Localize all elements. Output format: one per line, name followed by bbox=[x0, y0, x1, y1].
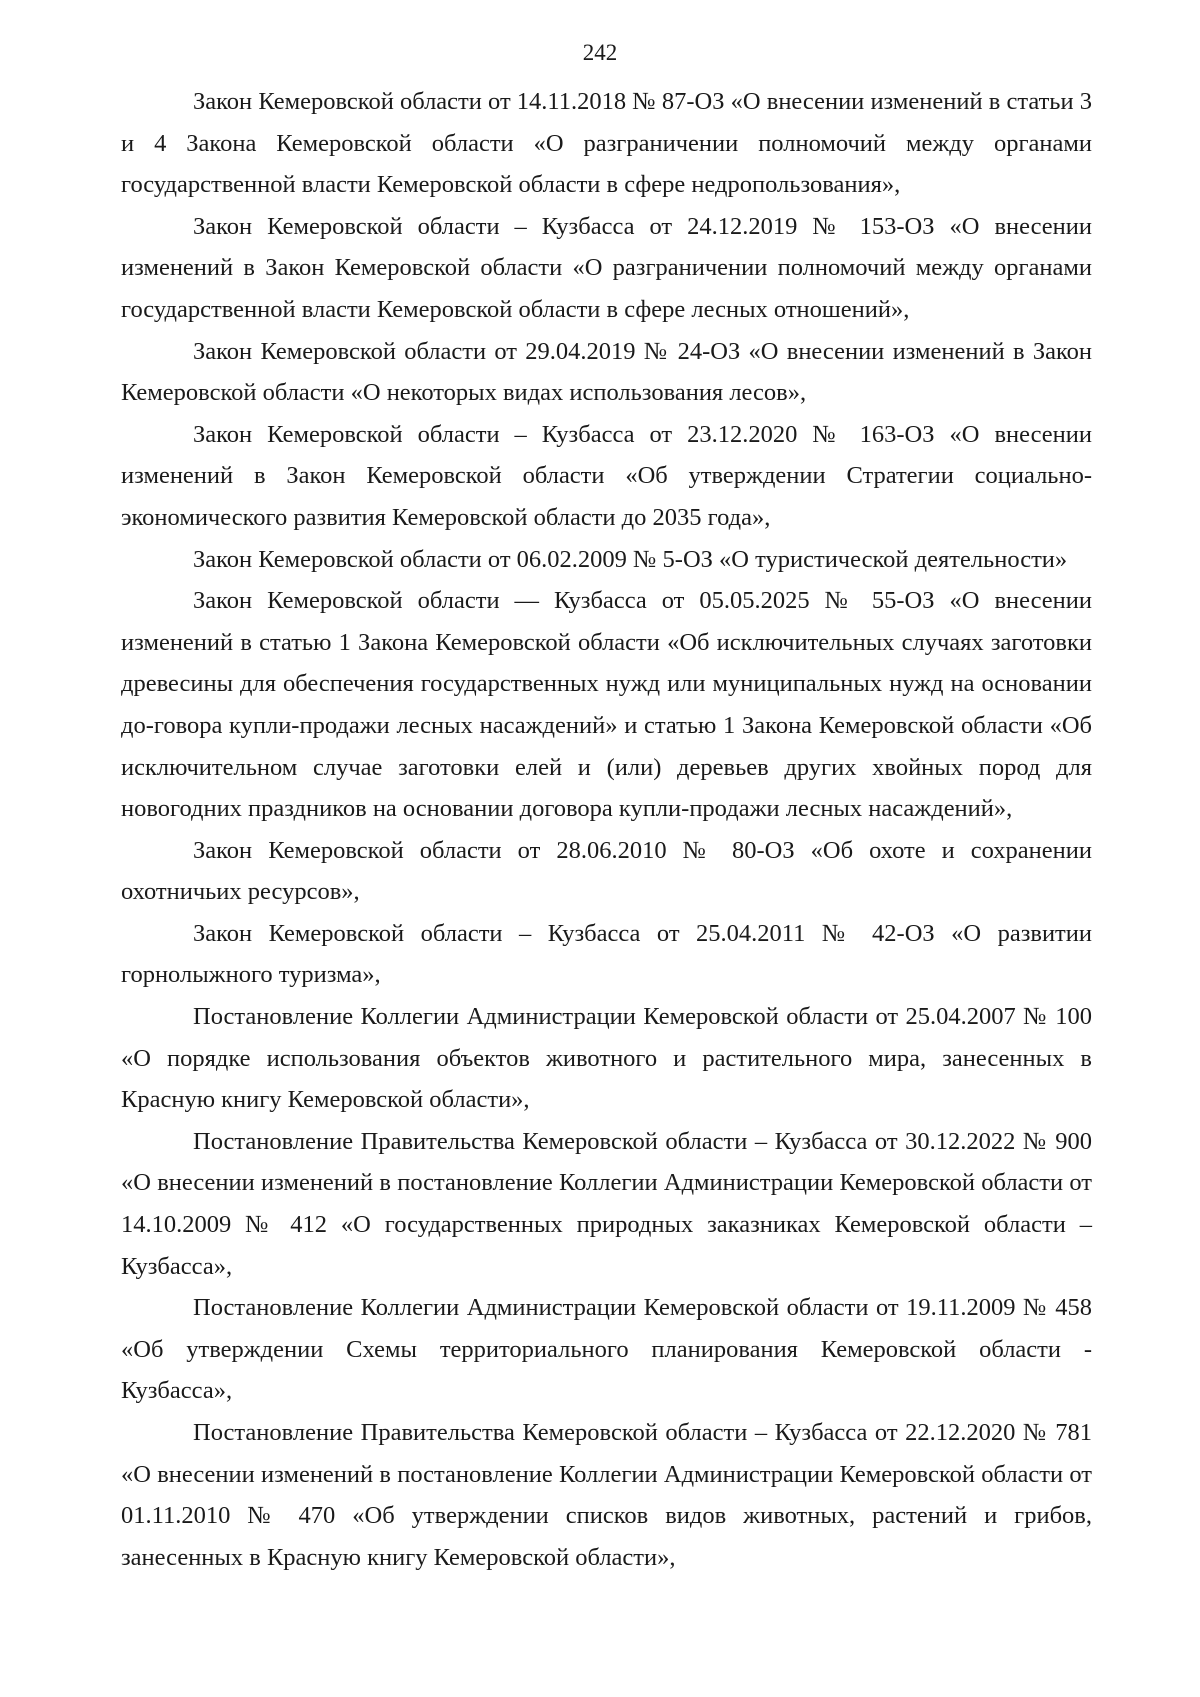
paragraph-resolution-781: Постановление Правительства Кемеровской области – Кузбасса от 22.12.2020 № 781 «О внесении изменений в постановление Коллегии Администрации Кемеровской области от 01.11.2010 № 470 «Об утверждении списков видов животных, растений и грибов, занесенных в Красную книгу Кемеровской области», bbox=[121, 1419, 1092, 1571]
paragraph-law-80-oz: Закон Кемеровской области от 28.06.2010 № 80-ОЗ «Об охоте и сохранении охотничьих ресурсов», bbox=[121, 836, 1092, 906]
paragraph-law-42-oz: Закон Кемеровской области – Кузбасса от 25.04.2011 № 42-ОЗ «О развитии горнолыжного туризма», bbox=[121, 919, 1092, 989]
paragraph-law-24-oz: Закон Кемеровской области от 29.04.2019 № 24-ОЗ «О внесении изменений в Закон Кемеровской области «О некоторых видах использования лесов», bbox=[121, 337, 1092, 407]
paragraph-law-87-oz: Закон Кемеровской области от 14.11.2018 № 87-ОЗ «О внесении изменений в статьи 3 и 4 Закона Кемеровской области «О разграничении полномочий между органами государственной власти Кемеровской области в сфере недропользования», bbox=[121, 88, 1092, 199]
paragraph-law-153-oz: Закон Кемеровской области – Кузбасса от 24.12.2019 № 153-ОЗ «О внесении изменений в Закон Кемеровской области «О разграничении полномочий между органами государственной власти Кемеровской области в сфере лесных отношений», bbox=[121, 212, 1092, 323]
paragraph-resolution-100: Постановление Коллегии Администрации Кемеровской области от 25.04.2007 № 100 «О порядке использования объектов животного и растительного мира, занесенных в Красную книгу Кемеровской области», bbox=[121, 1003, 1092, 1114]
paragraph-law-55-oz: Закон Кемеровской области — Кузбасса от 05.05.2025 № 55-ОЗ «О внесении изменений в статью 1 Закона Кемеровской области «Об исключительных случаях заготовки древесины для обеспечения государственных нужд или муниципальных нужд на основании до-говора купли-продажи лесных насаждений» и статью 1 Закона Кемеровской области «Об исключительном случае заготовки елей и (или) деревьев других хвойных пород для новогодних праздников на основании договора купли-продажи лесных насаждений», bbox=[121, 587, 1092, 823]
page-number: 242 bbox=[582, 40, 618, 65]
paragraph-law-163-oz: Закон Кемеровской области – Кузбасса от 23.12.2020 № 163-ОЗ «О внесении изменений в Закон Кемеровской области «Об утверждении Стратегии социально-экономического развития Кемеровской области до 2035 года», bbox=[121, 420, 1092, 531]
document-body bbox=[121, 81, 1092, 1578]
paragraph-law-5-oz: Закон Кемеровской области от 06.02.2009 № 5-ОЗ «О туристической деятельности» bbox=[193, 545, 1068, 573]
paragraph-resolution-900: Постановление Правительства Кемеровской области – Кузбасса от 30.12.2022 № 900 «О внесении изменений в постановление Коллегии Администрации Кемеровской области от 14.10.2009 № 412 «О государственных природных заказниках Кемеровской области – Кузбасса», bbox=[121, 1127, 1092, 1280]
paragraph-resolution-458: Постановление Коллегии Администрации Кемеровской области от 19.11.2009 № 458 «Об утверждении Схемы территориального планирования Кемеровской области - Кузбасса», bbox=[121, 1294, 1092, 1405]
